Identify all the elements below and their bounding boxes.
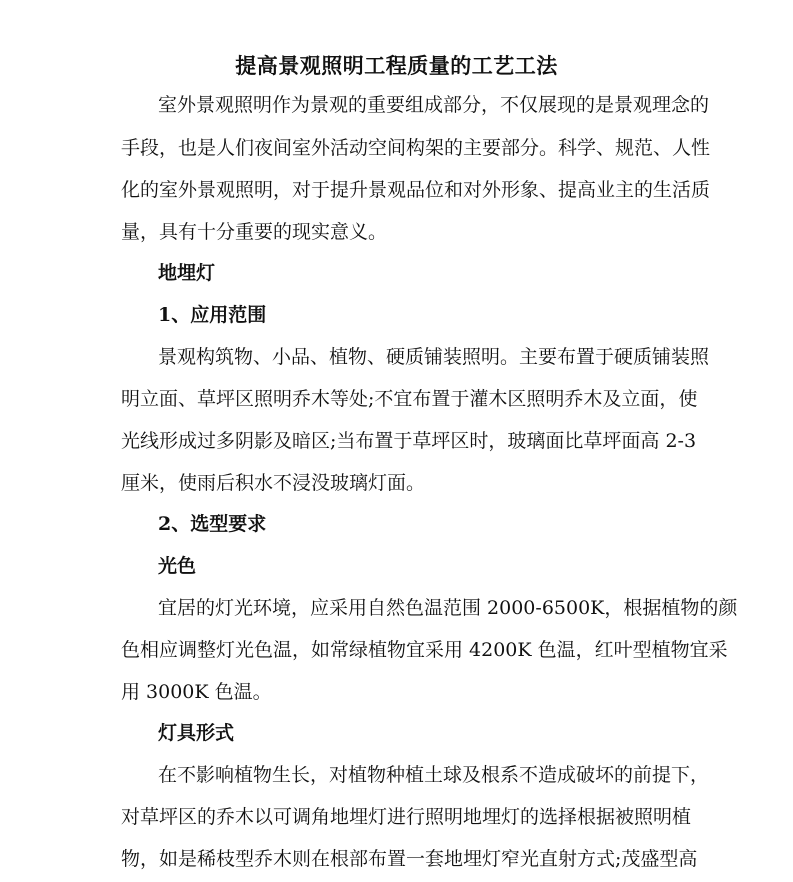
subsection-heading: 光色 [158,555,197,577]
intro-line: 室外景观照明作为景观的重要组成部分，不仅展现的是景观理念的 [158,94,710,116]
document-title: 提高景观照明工程质量的工艺工法 [235,53,558,78]
paragraph-line: 景观构筑物、小品、植物、硬质铺装照明。主要布置于硬质铺装照 [158,346,710,368]
subsection-heading: 灯具形式 [158,722,235,744]
paragraph-line: 宜居的灯光环境，应采用自然色温范围 2000-6500K，根据植物的颜 [158,597,738,619]
paragraph-line: 对草坪区的乔木以可调角地埋灯进行照明地埋灯的选择根据被照明植 [121,806,692,828]
section-heading: 地埋灯 [158,262,216,284]
intro-line: 手段，也是人们夜间室外活动空间构架的主要部分。科学、规范、人性 [121,137,711,159]
paragraph-line: 明立面、草坪区照明乔木等处;不宜布置于灌木区照明乔木及立面，使 [121,388,698,410]
paragraph-line: 光线形成过多阴影及暗区;当布置于草坪区时，玻璃面比草坪面高 2-3 [121,430,697,452]
paragraph-line: 物，如是稀枝型乔木则在根部布置一套地埋灯窄光直射方式;茂盛型高 [121,848,698,870]
paragraph-line: 用 3000K 色温。 [121,681,272,703]
subsection-heading: 1、应用范围 [158,304,267,326]
paragraph-line: 厘米，使雨后积水不浸没玻璃灯面。 [121,472,426,494]
paragraph-line: 在不影响植物生长，对植物种植土球及根系不造成破坏的前提下， [158,764,710,786]
intro-line: 化的室外景观照明，对于提升景观品位和对外形象、提高业主的生活质 [121,179,711,201]
subsection-heading: 2、选型要求 [158,513,267,535]
paragraph-line: 色相应调整灯光色温，如常绿植物宜采用 4200K 色温，红叶型植物宜采 [121,639,728,661]
intro-line: 量，具有十分重要的现实意义。 [121,221,388,243]
